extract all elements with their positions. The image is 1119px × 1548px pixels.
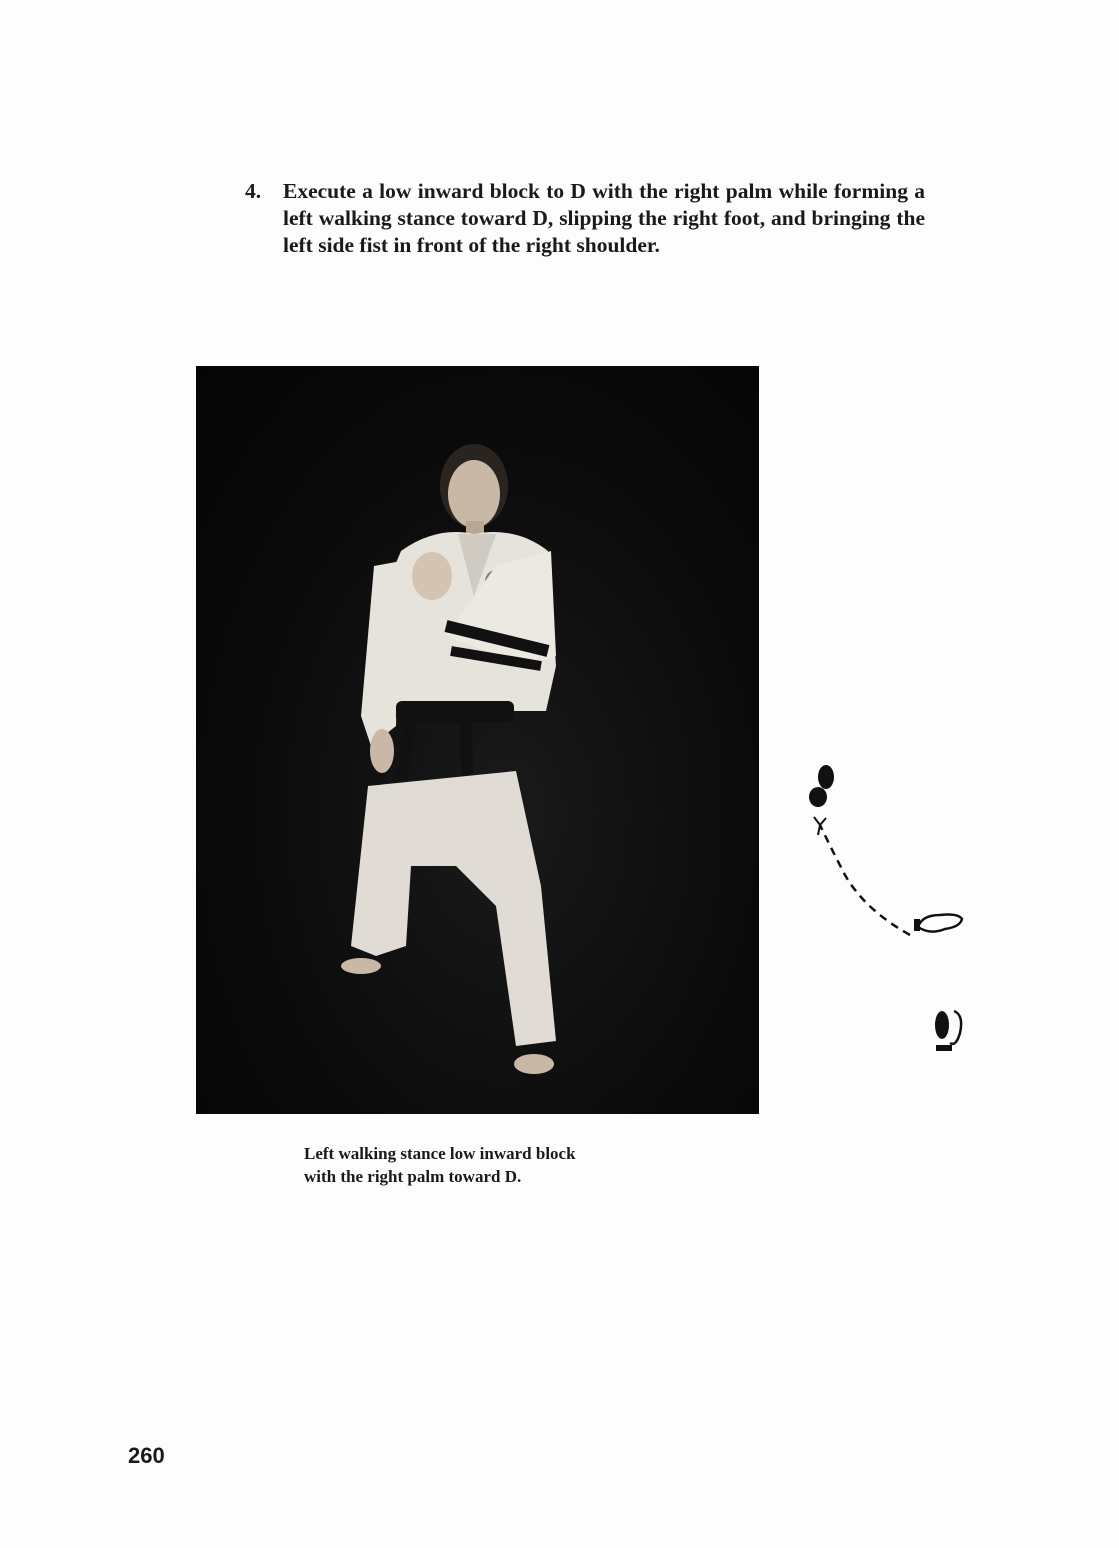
photo-caption [304,1142,704,1188]
left-foot-icon [809,765,834,807]
step-number: 4. [245,179,262,203]
movement-path-icon [820,825,910,935]
arrow-head-icon [814,817,826,835]
right-foot-icon [914,915,962,932]
starting-feet-icon [935,1011,961,1051]
martial-artist-figure [196,366,759,1114]
footstep-diagram [790,755,980,1085]
caption-line-1: Left walking stance low inward block [304,1144,576,1163]
caption-line-2: with the right palm toward D. [304,1167,522,1186]
technique-photo [196,366,759,1114]
step-text: Execute a low inward block to D with the right palm while forming a left walking stance toward D, slipping the right foot, and bringing the left side fist in front of the right shoulder. [283,179,925,257]
page-number: 260 [128,1443,165,1468]
instruction-step [245,178,925,259]
